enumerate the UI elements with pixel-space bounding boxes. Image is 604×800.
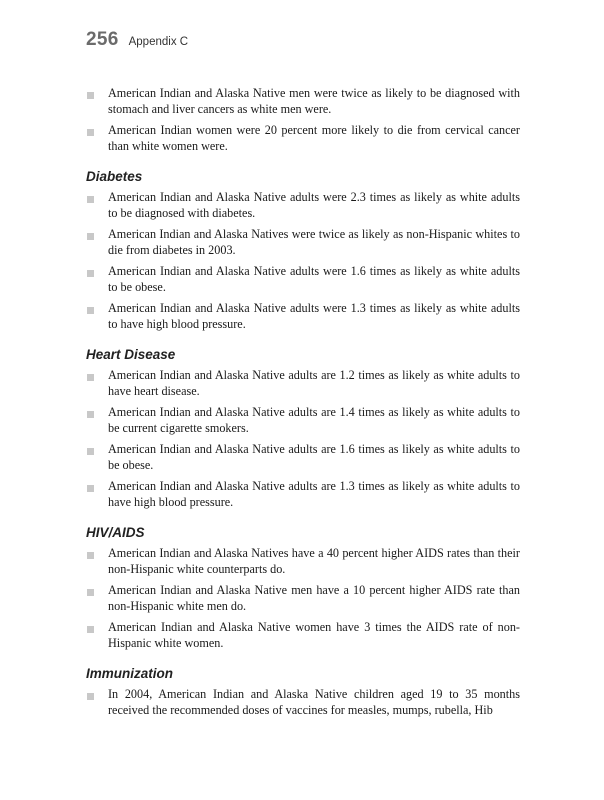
bullet-text: American Indian and Alaska Natives were twice as likely as non-Hispanic whites to die from diabetes in 2003. [108,227,520,257]
bullet-square-icon [87,626,94,633]
list-item [86,123,520,154]
bullet-text: American Indian and Alaska Native adults are 1.3 times as likely as white adults to have high blood pressure. [108,479,520,509]
bullet-list [86,687,520,718]
list-item [86,442,520,473]
list-item [86,620,520,651]
bullet-list [86,368,520,510]
bullet-text: In 2004, American Indian and Alaska Native children aged 19 to 35 months received the recommended doses of vaccines for measles, mumps, rubella, Hib [108,687,520,717]
bullet-text: American Indian and Alaska Native adults were 2.3 times as likely as white adults to be diagnosed with diabetes. [108,190,520,220]
section-heart-disease [86,346,520,510]
bullet-list [86,190,520,332]
bullet-square-icon [87,448,94,455]
bullet-text: American Indian and Alaska Native men have a 10 percent higher AIDS rate than non-Hispanic white men do. [108,583,520,613]
section-heading: Immunization [86,666,173,681]
running-head: Appendix C [128,36,189,48]
bullet-square-icon [87,693,94,700]
intro-bullet-list [86,86,520,154]
bullet-text: American Indian and Alaska Natives have a 40 percent higher AIDS rates than their non-Hispanic white counterparts do. [108,546,520,576]
bullet-square-icon [87,233,94,240]
bullet-square-icon [87,374,94,381]
list-item [86,479,520,510]
bullet-square-icon [87,129,94,136]
list-item [86,687,520,718]
bullet-square-icon [87,589,94,596]
bullet-list [86,546,520,651]
bullet-text: American Indian and Alaska Native men were twice as likely to be diagnosed with stomach and liver cancers as white men were. [108,86,520,116]
page-header [86,29,188,55]
section-diabetes [86,168,520,332]
list-item [86,190,520,221]
list-item [86,583,520,614]
bullet-text: American Indian and Alaska Native adults were 1.3 times as likely as white adults to have high blood pressure. [108,301,520,331]
list-item [86,227,520,258]
list-item [86,546,520,577]
section-heading: Diabetes [86,169,143,184]
bullet-square-icon [87,485,94,492]
bullet-text: American Indian and Alaska Native adults are 1.2 times as likely as white adults to have heart disease. [108,368,520,398]
bullet-text: American Indian and Alaska Native adults are 1.6 times as likely as white adults to be obese. [108,442,520,472]
section-heading: HIV/AIDS [86,525,145,540]
section-heading: Heart Disease [86,347,176,362]
list-item [86,301,520,332]
section-immunization [86,665,520,718]
list-item [86,405,520,436]
list-item [86,368,520,399]
bullet-square-icon [87,307,94,314]
bullet-text: American Indian and Alaska Native adults were 1.6 times as likely as white adults to be obese. [108,264,520,294]
bullet-square-icon [87,92,94,99]
section-hiv-aids [86,524,520,651]
list-item [86,86,520,117]
bullet-square-icon [87,411,94,418]
bullet-text: American Indian and Alaska Native adults are 1.4 times as likely as white adults to be current cigarette smokers. [108,405,520,435]
bullet-square-icon [87,552,94,559]
bullet-square-icon [87,270,94,277]
list-item [86,264,520,295]
bullet-square-icon [87,196,94,203]
bullet-text: American Indian women were 20 percent more likely to die from cervical cancer than white women were. [108,123,520,153]
page-number: 256 [86,29,119,50]
page-body [86,86,520,724]
bullet-text: American Indian and Alaska Native women have 3 times the AIDS rate of non-Hispanic white women. [108,620,520,650]
